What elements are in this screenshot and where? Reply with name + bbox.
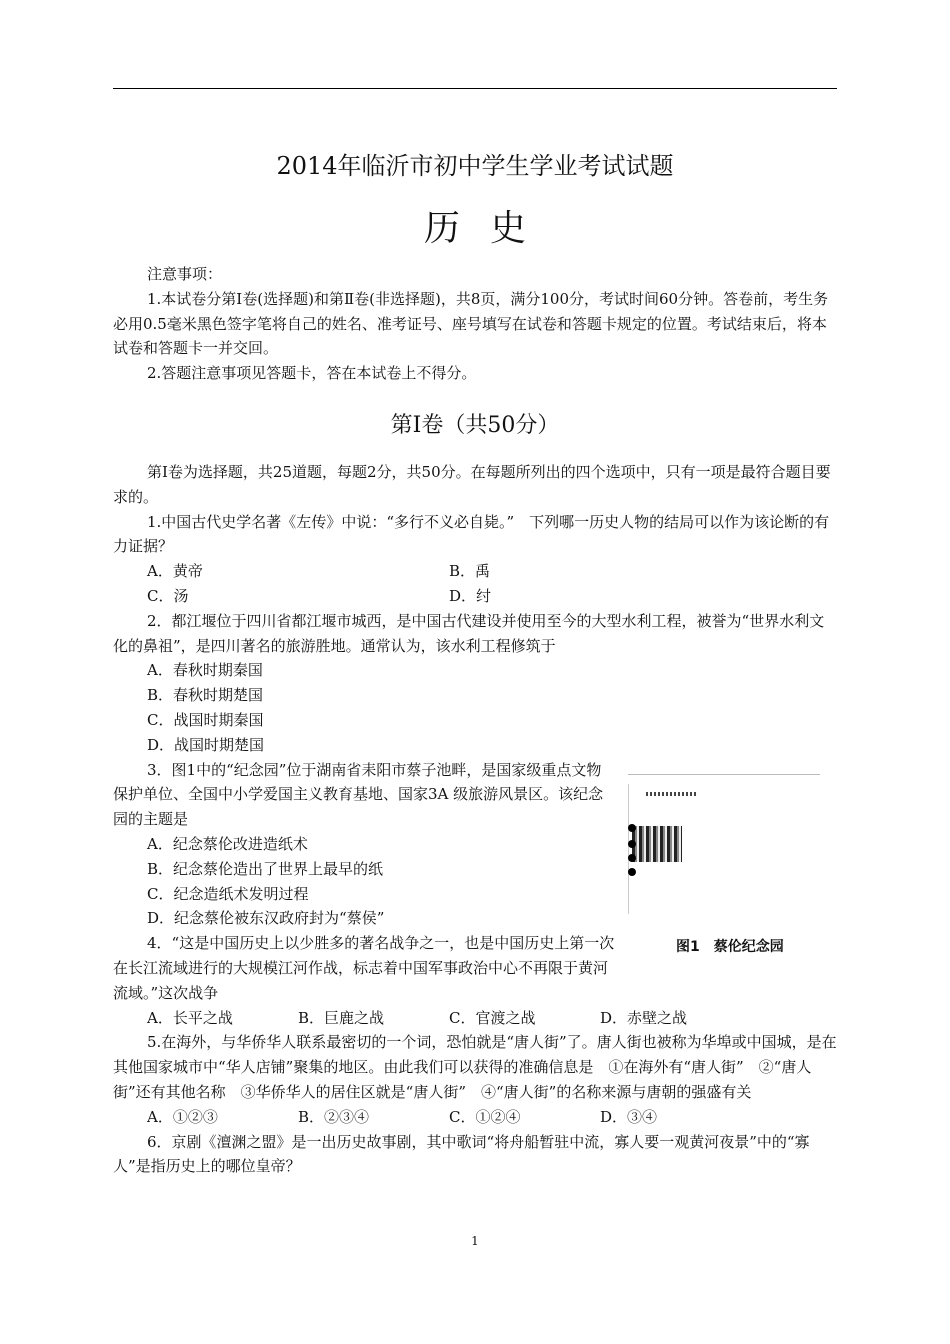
- question-6-stem: 6．京剧《澶渊之盟》是一出历史故事剧，其中歌词“将舟船暂驻中流，寡人要一观黄河夜景”中的“寡人”是指历史上的哪位皇帝？: [113, 1132, 810, 1176]
- question-5-stem: 5.在海外，与华侨华人联系最密切的一个词，恐怕就是“唐人街”了。唐人街也被称为华埠或中国城，是在其他国家城市中“华人店铺”聚集的地区。由此我们可以获得的准确信息是 ①在海外有“唐人街” ②“唐人街”还有其他名称 ③华侨华人的居住区就是“唐人街” ④“唐人街”的名称来源与唐朝的强盛有关: [113, 1033, 837, 1101]
- option[interactable]: D．纣: [449, 586, 492, 605]
- option[interactable]: D．战国时期楚国: [147, 735, 265, 754]
- option[interactable]: D．纪念蔡伦被东汉政府封为“蔡侯”: [147, 909, 385, 928]
- subject-title: 历史: [423, 208, 556, 249]
- option[interactable]: D．赤壁之战: [600, 1008, 688, 1027]
- option[interactable]: B．纪念蔡伦造出了世界上最早的纸: [147, 859, 384, 878]
- question-1-options: [113, 584, 839, 609]
- question-4-stem: 4．“这是中国历史上以少胜多的著名战争之一，也是中国历史上第一次在长江流域进行的大规模江河作战，标志着中国军事政治中心不再限于黄河流域。”这次战争: [113, 934, 615, 1002]
- option[interactable]: B．②③④: [298, 1107, 370, 1126]
- question-1-stem: 1.中国古代史学名著《左传》中说：“多行不义必自毙。” 下列哪一历史人物的结局可以作为该论断的有力证据？: [113, 512, 830, 556]
- option[interactable]: C．①②④: [449, 1107, 521, 1126]
- option[interactable]: D．③④: [600, 1107, 658, 1126]
- option[interactable]: C．汤: [147, 586, 189, 605]
- question-2-stem: 2．都江堰位于四川省都江堰市城西，是中国古代建设并使用至今的大型水利工程，被誉为“世界水利文化的鼻祖”，是四川著名的旅游胜地。通常认为，该水利工程修筑于: [113, 611, 825, 655]
- option[interactable]: B．巨鹿之战: [298, 1008, 385, 1027]
- option[interactable]: A．纪念蔡伦改进造纸术: [147, 834, 308, 853]
- question-3-stem: 3．图1中的“纪念园”位于湖南省耒阳市蔡子池畔，是国家级重点文物保护单位、全国中小学爱国主义教育基地、国家3A 级旅游风景区。该纪念园的主题是: [113, 760, 604, 829]
- section-title: 第Ⅰ卷（共50分）: [390, 413, 560, 438]
- question-3-block: [113, 758, 615, 1006]
- figure-caption: 图1 蔡伦纪念园: [676, 939, 784, 955]
- notes-item-1: 1.本试卷分第Ⅰ卷(选择题)和第Ⅱ卷(非选择题)，共8页，满分100分，考试时间60分钟。答卷前，考生务必用0.5毫米黑色签字笔将自己的姓名、准考证号、座号填写在试卷和答题卡规定的位置。考试结束后，将本试卷和答题卡一并交回。: [113, 289, 829, 358]
- figure-image: [628, 770, 820, 922]
- notes-heading: 注意事项：: [147, 265, 223, 283]
- question-4-options: [113, 1006, 839, 1031]
- notes-item-2: 2.答题注意事项见答题卡，答在本试卷上不得分。: [147, 364, 477, 383]
- option[interactable]: A．黄帝: [147, 562, 203, 581]
- question-5-options: [113, 1105, 839, 1130]
- option[interactable]: A．①②③: [147, 1107, 218, 1126]
- option[interactable]: C．战国时期秦国: [147, 710, 264, 729]
- option[interactable]: B．春秋时期楚国: [147, 686, 264, 705]
- option[interactable]: C．官渡之战: [449, 1008, 536, 1027]
- option[interactable]: C．纪念造纸术发明过程: [147, 884, 309, 903]
- option[interactable]: A．长平之战: [147, 1008, 233, 1027]
- exam-title: 2014年临沂市初中学生学业考试试题: [276, 152, 674, 180]
- page-number: 1: [471, 1234, 479, 1248]
- question-1-options: [113, 559, 839, 584]
- option[interactable]: B．禹: [449, 562, 491, 581]
- option[interactable]: A．春秋时期秦国: [147, 661, 263, 680]
- notes-block: [113, 262, 839, 386]
- header-rule: [113, 88, 837, 89]
- section-intro: 第Ⅰ卷为选择题，共25道题，每题2分，共50分。在每题所列出的四个选项中，只有一项是最符合题目要求的。: [113, 463, 831, 506]
